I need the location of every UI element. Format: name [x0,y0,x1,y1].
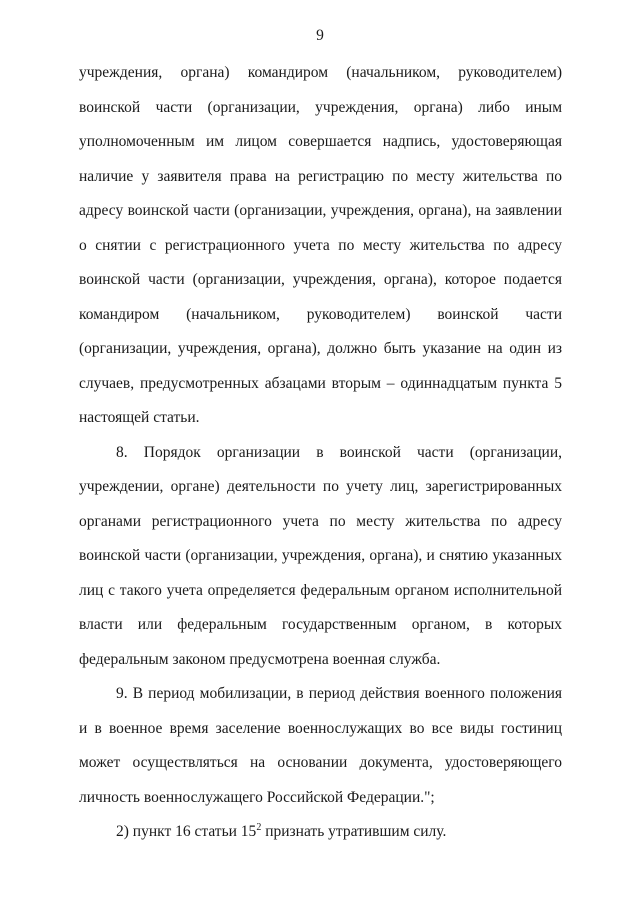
paragraph-item-9: 9. В период мобилизации, в период действия военного положения и в военное время заселение военнослужащих во все виды гостиниц может осуществляться на основании документа, удостоверяющего личность военнослужащего Российской Федерации."; [79,685,562,806]
page-number: 9 [316,27,324,44]
final-item-prefix: 2) пункт 16 статьи 15 [116,823,257,840]
paragraph-final-item [79,815,562,850]
document-body [79,56,562,850]
paragraph-continuation: учреждения, органа) командиром (начальником, руководителем) воинской части (организации, учреждения, органа) либо иным уполномоченным им лицом совершается надпись, удостоверяющая наличие у заявителя права на регистрацию по месту жительства по адресу воинской части (организации, учреждения, органа), на заявлении о снятии с регистрационного учета по месту жительства по адресу воинской части (организации, учреждения, органа), которое подается командиром (начальником, руководителем) воинской части (организации, учреждения, органа), должно быть указание на один из случаев, предусмотренных абзацами вторым – одиннадцатым пункта 5 настоящей статьи. [79,64,562,426]
final-item-suffix: признать утратившим силу. [261,823,447,840]
final-item-superscript: 2 [256,821,262,833]
paragraph-item-8: 8. Порядок организации в воинской части (организации, учреждении, органе) деятельности по учету лиц, зарегистрированных органами регистрационного учета по месту жительства по адресу воинской части (организации, учреждения, органа), и снятию указанных лиц с такого учета определяется федеральным органом исполнительной власти или федеральным государственным органом, в которых федеральным законом предусмотрена военная служба. [79,443,562,668]
